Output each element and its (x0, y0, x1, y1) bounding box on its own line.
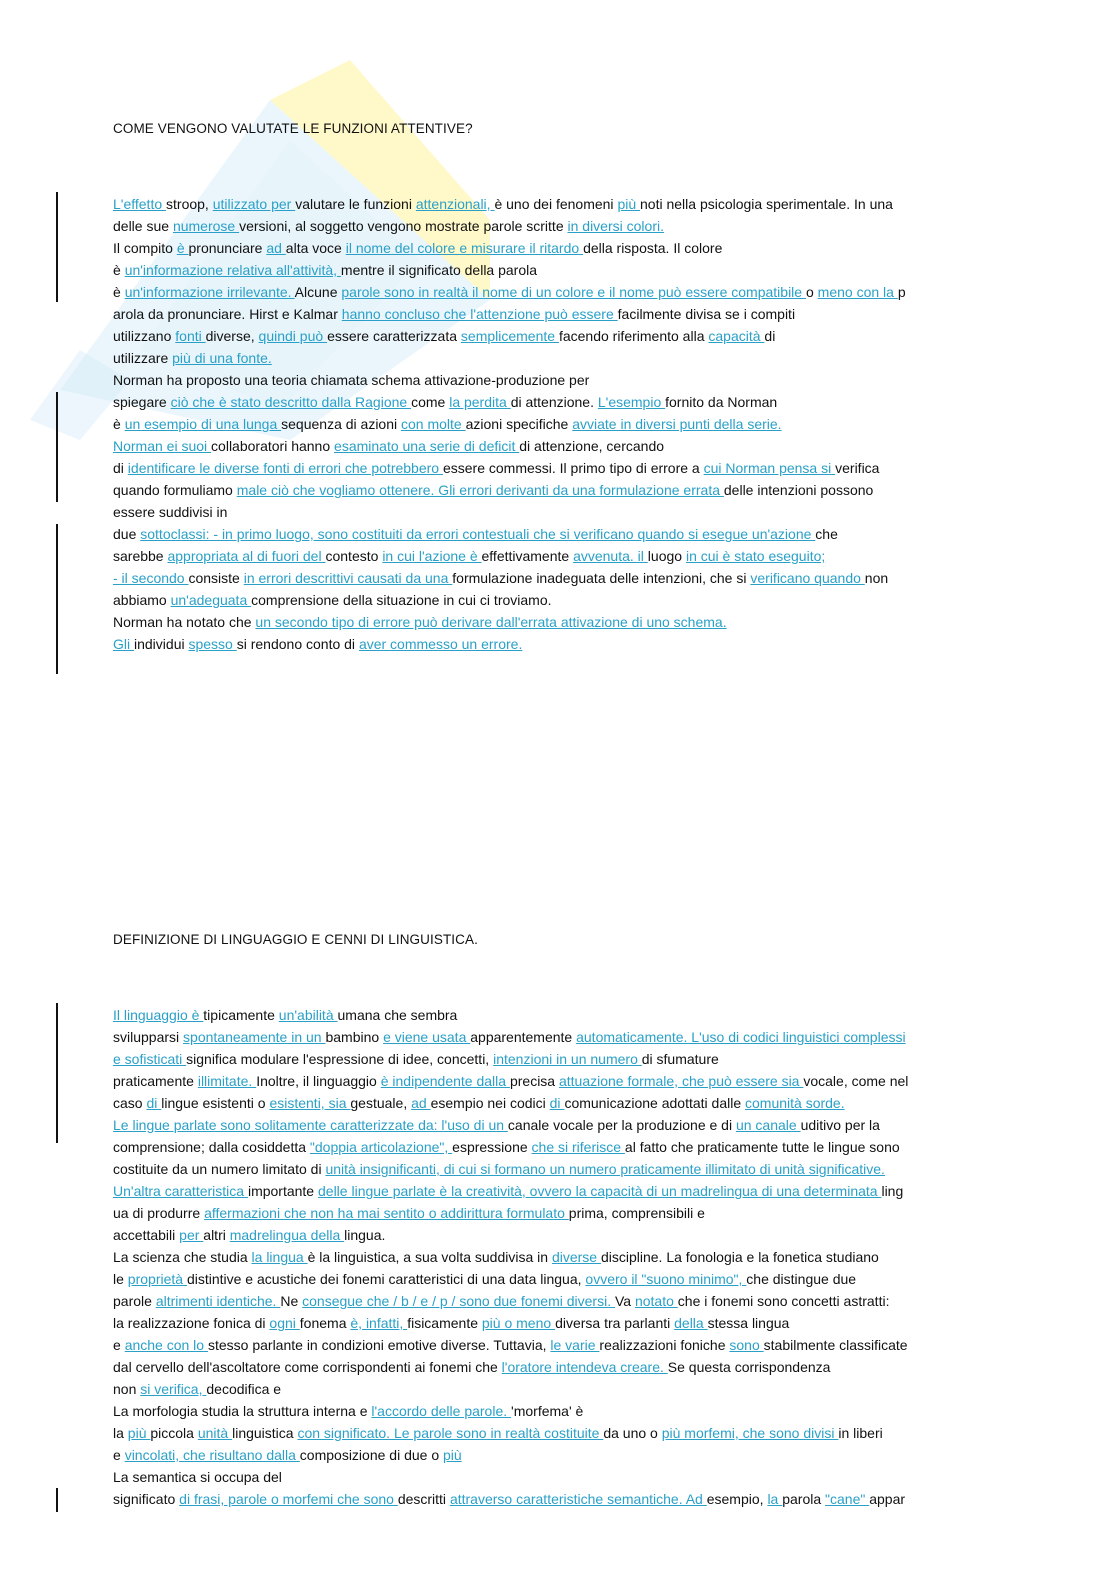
body-text: stroop, (166, 196, 213, 212)
text-line (113, 347, 1003, 369)
body-text: e (113, 1447, 125, 1463)
hyperlink[interactable]: della (674, 1315, 708, 1331)
text-line (113, 1378, 1003, 1400)
body-text: delle intenzioni possono (723, 482, 874, 498)
hyperlink[interactable]: esistenti, sia (269, 1095, 351, 1111)
hyperlink[interactable]: più (127, 1425, 151, 1441)
hyperlink[interactable]: Le lingue parlate sono solitamente caratterizzate da: l'uso di un (113, 1117, 508, 1133)
hyperlink[interactable]: più morfemi, che sono divisi (661, 1425, 839, 1441)
text-line (113, 1026, 1003, 1048)
body-text: espressione (452, 1139, 532, 1155)
body-text: al fatto che praticamente tutte le lingue sono (624, 1139, 900, 1155)
text-line (113, 413, 1003, 435)
hyperlink[interactable]: si verifica, (140, 1381, 207, 1397)
hyperlink[interactable]: più o meno (481, 1315, 556, 1331)
text-line (113, 611, 1003, 633)
body-text: non (864, 570, 889, 586)
body-text: discipline. La fonologia e la fonetica studiano (600, 1249, 879, 1265)
body-text: apparentemente (470, 1029, 577, 1045)
text-line (113, 1422, 1003, 1444)
hyperlink[interactable]: affermazioni che non ha mai sentito o addirittura formulato (204, 1205, 569, 1221)
body-text: che distingue due (746, 1271, 857, 1287)
body-text: lingua. (344, 1227, 386, 1243)
body-text: uditivo per la (800, 1117, 880, 1133)
hyperlink[interactable]: notato (634, 1293, 678, 1309)
body-text: quando formuliamo (113, 482, 237, 498)
hyperlink[interactable]: comunità sorde. (745, 1095, 845, 1111)
hyperlink[interactable]: meno con la (817, 284, 898, 300)
hyperlink[interactable]: più (443, 1447, 462, 1463)
body-text: di attenzione, cercando (519, 438, 665, 454)
text-line (113, 1224, 1003, 1246)
text-line (113, 1158, 1003, 1180)
text-line (113, 1356, 1003, 1378)
section1-body (113, 193, 1003, 655)
body-text: umana che sembra (337, 1007, 458, 1023)
body-text: La scienza che studia (113, 1249, 252, 1265)
body-text: è (113, 262, 125, 278)
hyperlink[interactable]: Il linguaggio è (113, 1007, 204, 1023)
text-line (113, 369, 1003, 391)
hyperlink[interactable]: "cane" (825, 1491, 870, 1507)
body-text: delle sue (113, 218, 173, 234)
body-text: bambino (325, 1029, 384, 1045)
hyperlink[interactable]: proprietà (127, 1271, 187, 1287)
hyperlink[interactable]: con molte (401, 416, 466, 432)
hyperlink[interactable]: attraverso caratteristiche semantiche. Ad (449, 1491, 707, 1507)
text-line (113, 479, 1003, 501)
text-line (113, 193, 1003, 215)
body-text: la realizzazione fonica di (113, 1315, 270, 1331)
hyperlink[interactable]: la (767, 1491, 783, 1507)
hyperlink[interactable]: vincolati, che risultano dalla (124, 1447, 300, 1463)
text-line (113, 1466, 1003, 1488)
body-text: parole (113, 1293, 156, 1309)
text-line (113, 325, 1003, 347)
hyperlink[interactable]: in diversi colori. (567, 218, 664, 234)
body-text: ua di produrre (113, 1205, 205, 1221)
hyperlink[interactable]: appropriata al di fuori del (167, 548, 326, 564)
hyperlink[interactable]: che si riferisce (531, 1139, 625, 1155)
body-text: stessa lingua (707, 1315, 790, 1331)
change-bar (56, 1488, 58, 1512)
body-text: vocale, come nel (803, 1073, 909, 1089)
body-text: diversa tra parlanti (555, 1315, 675, 1331)
hyperlink[interactable]: più (617, 196, 641, 212)
text-line (113, 1004, 1003, 1026)
text-line (113, 1312, 1003, 1334)
hyperlink[interactable]: ovvero il "suono minimo", (585, 1271, 747, 1287)
hyperlink[interactable]: utilizzato per (212, 196, 296, 212)
hyperlink[interactable]: è (176, 240, 189, 256)
change-bar (56, 192, 58, 302)
body-text: Norman ha notato che (113, 614, 256, 630)
hyperlink[interactable]: un secondo tipo di errore può derivare dall'errata attivazione di uno schema. (255, 614, 727, 630)
body-text: altri (203, 1227, 230, 1243)
hyperlink[interactable]: e viene usata (383, 1029, 471, 1045)
body-text: che (815, 526, 838, 542)
body-text: consiste (188, 570, 244, 586)
text-line (113, 303, 1003, 325)
hyperlink[interactable]: di frasi, parole o morfemi che sono (179, 1491, 398, 1507)
body-text: accettabili (113, 1227, 180, 1243)
body-text: è la linguistica, a sua volta suddivisa in (307, 1249, 552, 1265)
text-line (113, 523, 1003, 545)
text-line (113, 1488, 1003, 1510)
body-text: Ne (280, 1293, 303, 1309)
body-text: distintive e acustiche dei fonemi caratteristici di una data lingua, (186, 1271, 586, 1287)
body-text: si rendono conto di (236, 636, 359, 652)
hyperlink[interactable]: L'effetto (113, 196, 167, 212)
body-text: in liberi (838, 1425, 883, 1441)
body-text: le (113, 1271, 128, 1287)
text-line (113, 1136, 1003, 1158)
hyperlink[interactable]: è, infatti, (350, 1315, 408, 1331)
body-text: esempio, (706, 1491, 768, 1507)
section2-body (113, 1004, 1003, 1510)
body-text: significato (113, 1491, 180, 1507)
hyperlink[interactable]: diverse (551, 1249, 601, 1265)
body-text: Alcune (294, 284, 342, 300)
body-text: facendo riferimento alla (558, 328, 709, 344)
text-line (113, 1114, 1003, 1136)
body-text: stesso parlante in condizioni emotive diverse. Tuttavia, (207, 1337, 551, 1353)
body-text: significa modulare l'espressione di idee, concetti, (186, 1051, 494, 1067)
body-text: due (113, 526, 141, 542)
body-text: La semantica si occupa del (113, 1469, 282, 1485)
hyperlink[interactable]: per (179, 1227, 204, 1243)
body-text: è uno dei fenomeni (494, 196, 618, 212)
body-text: svilupparsi (113, 1029, 184, 1045)
hyperlink[interactable]: un esempio di una lunga (124, 416, 282, 432)
hyperlink[interactable]: l'accordo delle parole. (371, 1403, 512, 1419)
hyperlink[interactable]: capacità (708, 328, 765, 344)
body-text: dal cervello dell'ascoltatore come corrispondenti ai fonemi che (113, 1359, 502, 1375)
body-text: Il compito (113, 240, 177, 256)
hyperlink[interactable]: unità (197, 1425, 233, 1441)
body-text: gestuale, (350, 1095, 412, 1111)
body-text: p (897, 284, 906, 300)
body-text: collaboratori hanno (211, 438, 335, 454)
hyperlink[interactable]: cui Norman pensa si (703, 460, 836, 476)
body-text: appar (869, 1491, 906, 1507)
body-text: piccola (150, 1425, 198, 1441)
body-text: fisicamente (407, 1315, 482, 1331)
hyperlink[interactable]: un canale (735, 1117, 801, 1133)
body-text: individui (134, 636, 189, 652)
text-line (113, 391, 1003, 413)
body-text: Norman ha proposto una teoria chiamata schema attivazione-produzione per (113, 372, 590, 388)
body-text: che i fonemi sono concetti astratti: (677, 1293, 890, 1309)
body-text: composizione di due o (299, 1447, 443, 1463)
hyperlink[interactable]: ciò che è stato descritto dalla Ragione (170, 394, 412, 410)
body-text: non (113, 1381, 141, 1397)
hyperlink[interactable]: ad (411, 1095, 431, 1111)
body-text: diverse, (205, 328, 259, 344)
hyperlink[interactable]: avviate in diversi punti della serie. (572, 416, 782, 432)
body-text: versioni, al soggetto vengono mostrate parole scritte (239, 218, 568, 234)
hyperlink[interactable]: anche con lo (124, 1337, 208, 1353)
body-text: essere caratterizzata (327, 328, 461, 344)
body-text: fornito da Norman (665, 394, 778, 410)
hyperlink[interactable]: illimitate. (197, 1073, 257, 1089)
hyperlink[interactable]: hanno concluso che l'attenzione può essere (341, 306, 618, 322)
hyperlink[interactable]: la lingua (251, 1249, 308, 1265)
hyperlink[interactable]: un'informazione irrilevante. (124, 284, 295, 300)
hyperlink[interactable]: un'abilità (278, 1007, 338, 1023)
text-line (113, 1092, 1003, 1114)
text-line (113, 567, 1003, 589)
body-text: importante (247, 1183, 318, 1199)
body-text: caso (113, 1095, 147, 1111)
body-text: comprensione della situazione in cui ci troviamo. (251, 592, 552, 608)
body-text: di (764, 328, 776, 344)
body-text: La morfologia studia la struttura interna e (113, 1403, 372, 1419)
hyperlink[interactable]: avvenuta. il (573, 548, 648, 564)
hyperlink[interactable]: automaticamente. L'uso di codici linguistici complessi (576, 1029, 906, 1045)
hyperlink[interactable]: ad (266, 240, 286, 256)
body-text: parola (782, 1491, 826, 1507)
body-text: effettivamente (481, 548, 574, 564)
text-line (113, 633, 1003, 655)
body-text: tipicamente (203, 1007, 279, 1023)
hyperlink[interactable]: di (146, 1095, 162, 1111)
hyperlink[interactable]: in cui l'azione è (382, 548, 482, 564)
body-text: comunicazione adottati dalle (564, 1095, 745, 1111)
body-text: linguistica (232, 1425, 298, 1441)
hyperlink[interactable]: delle lingue parlate è la creatività, ovvero la capacità di un madrelingua di una determinata (318, 1183, 882, 1199)
text-line (113, 1246, 1003, 1268)
body-text: alta voce (285, 240, 346, 256)
section2-title: DEFINIZIONE DI LINGUAGGIO E CENNI DI LINGUISTICA. (113, 932, 478, 947)
hyperlink[interactable]: è indipendente dalla (380, 1073, 510, 1089)
body-text: costituite da un numero limitato di (113, 1161, 326, 1177)
text-line (113, 545, 1003, 567)
body-text: di sfumature (641, 1051, 719, 1067)
change-bar (56, 524, 58, 674)
body-text: è (113, 416, 125, 432)
hyperlink[interactable]: L'esempio (597, 394, 666, 410)
hyperlink[interactable]: spontaneamente in un (183, 1029, 326, 1045)
body-text: arola da pronunciare. Hirst e Kalmar (113, 306, 342, 322)
body-text: di attenzione. (510, 394, 598, 410)
body-text: azioni specifiche (465, 416, 573, 432)
body-text: canale vocale per la produzione e di (507, 1117, 736, 1133)
hyperlink[interactable]: di (549, 1095, 565, 1111)
text-line (113, 259, 1003, 281)
text-line (113, 237, 1003, 259)
text-line (113, 1444, 1003, 1466)
hyperlink[interactable]: verificano quando (750, 570, 865, 586)
body-text: decodifica e (206, 1381, 282, 1397)
hyperlink[interactable]: un'informazione relativa all'attività, (124, 262, 341, 278)
text-line (113, 1070, 1003, 1092)
text-line (113, 1048, 1003, 1070)
hyperlink[interactable]: esaminato una serie di deficit (334, 438, 520, 454)
body-text: o (805, 284, 818, 300)
text-line (113, 457, 1003, 479)
body-text: facilmente divisa se i compiti (617, 306, 796, 322)
hyperlink[interactable]: intenzioni in un numero (493, 1051, 642, 1067)
hyperlink[interactable]: attenzionali, (415, 196, 495, 212)
hyperlink[interactable]: identificare le diverse fonti di errori che potrebbero (127, 460, 443, 476)
hyperlink[interactable]: le varie (550, 1337, 600, 1353)
hyperlink[interactable]: male ciò che vogliamo ottenere. Gli errori derivanti da una formulazione errata (236, 482, 724, 498)
hyperlink[interactable]: "doppia articolazione", (309, 1139, 453, 1155)
body-text: praticamente (113, 1073, 198, 1089)
body-text: contesto (325, 548, 383, 564)
hyperlink[interactable]: in cui è stato eseguito; (685, 548, 826, 564)
hyperlink[interactable]: il nome del colore e misurare il ritardo (345, 240, 584, 256)
body-text: comprensione; dalla cosiddetta (113, 1139, 310, 1155)
body-text: sequenza di azioni (281, 416, 402, 432)
hyperlink[interactable]: l'oratore intendeva creare. (501, 1359, 668, 1375)
hyperlink[interactable]: Un'altra caratteristica (113, 1183, 248, 1199)
hyperlink[interactable]: sono (729, 1337, 764, 1353)
body-text: lingue esistenti o (161, 1095, 270, 1111)
text-line (113, 501, 1003, 523)
body-text: ling (881, 1183, 904, 1199)
hyperlink[interactable]: parole sono in realtà il nome di un colore e il nome può essere compatibile (341, 284, 806, 300)
body-text: è (113, 284, 125, 300)
hyperlink[interactable]: ogni (269, 1315, 300, 1331)
body-text: di (113, 460, 128, 476)
body-text: abbiamo (113, 592, 171, 608)
hyperlink[interactable]: in errori descrittivi causati da una (243, 570, 453, 586)
body-text: valutare le funzioni (295, 196, 416, 212)
change-bar (56, 392, 58, 502)
hyperlink[interactable]: e sofisticati (113, 1051, 187, 1067)
hyperlink[interactable]: sottoclassi: - in primo luogo, sono costituiti da errori contestuali che si verificano quando si esegue un'azione (140, 526, 816, 542)
text-line (113, 1334, 1003, 1356)
body-text: come (411, 394, 450, 410)
body-text: sarebbe (113, 548, 168, 564)
hyperlink[interactable]: madrelingua della (229, 1227, 345, 1243)
body-text: noti nella psicologia sperimentale. In una (640, 196, 893, 212)
body-text: descritti (397, 1491, 450, 1507)
hyperlink[interactable]: la perdita (449, 394, 511, 410)
hyperlink[interactable]: consegue che / b / e / p / sono due fonemi diversi. (302, 1293, 615, 1309)
hyperlink[interactable]: altrimenti identiche. (155, 1293, 281, 1309)
text-line (113, 1400, 1003, 1422)
body-text: realizzazioni foniche (599, 1337, 730, 1353)
body-text: esempio nei codici (430, 1095, 550, 1111)
body-text: formulazione inadeguata delle intenzioni, che si (452, 570, 751, 586)
hyperlink[interactable]: con significato. Le parole sono in realtà costituite (297, 1425, 604, 1441)
body-text: verifica (835, 460, 880, 476)
body-text: fonema (299, 1315, 351, 1331)
hyperlink[interactable]: attuazione formale, che può essere sia (558, 1073, 804, 1089)
body-text: stabilmente classificate (763, 1337, 908, 1353)
text-line (113, 589, 1003, 611)
hyperlink[interactable]: più di una fonte. (172, 350, 272, 366)
hyperlink[interactable]: Norman ei suoi (113, 438, 212, 454)
section1-title: COME VENGONO VALUTATE LE FUNZIONI ATTENTIVE? (113, 121, 473, 136)
text-line (113, 435, 1003, 457)
hyperlink[interactable]: - il secondo (113, 570, 189, 586)
body-text: pronunciare (188, 240, 267, 256)
body-text: utilizzano (113, 328, 176, 344)
text-line (113, 1180, 1003, 1202)
text-line (113, 1268, 1003, 1290)
hyperlink[interactable]: numerose (172, 218, 240, 234)
body-text: e (113, 1337, 125, 1353)
body-text: da uno o (603, 1425, 662, 1441)
body-text: spiegare (113, 394, 171, 410)
text-line (113, 1202, 1003, 1224)
body-text: utilizzare (113, 350, 173, 366)
hyperlink[interactable]: fonti (175, 328, 206, 344)
body-text: essere suddivisi in (113, 504, 228, 520)
hyperlink[interactable]: unità insignificanti, di cui si formano un numero praticamente illimitato di unità significative. (325, 1161, 885, 1177)
text-line (113, 1290, 1003, 1312)
change-bar (56, 1003, 58, 1143)
hyperlink[interactable]: quindi può (258, 328, 328, 344)
text-line (113, 281, 1003, 303)
hyperlink[interactable]: Gli (113, 636, 134, 652)
body-text: mentre il significato della parola (340, 262, 538, 278)
body-text: Se questa corrispondenza (667, 1359, 831, 1375)
body-text: luogo (647, 548, 686, 564)
body-text: 'morfema' è (511, 1403, 584, 1419)
body-text: della risposta. Il colore (583, 240, 723, 256)
hyperlink[interactable]: un'adeguata (170, 592, 252, 608)
body-text: precisa (509, 1073, 559, 1089)
hyperlink[interactable]: semplicemente (460, 328, 559, 344)
body-text: Va (614, 1293, 635, 1309)
body-text: prima, comprensibili e (568, 1205, 705, 1221)
text-line (113, 215, 1003, 237)
hyperlink[interactable]: spesso (188, 636, 237, 652)
body-text: la (113, 1425, 128, 1441)
hyperlink[interactable]: aver commesso un errore. (358, 636, 523, 652)
body-text: essere commessi. Il primo tipo di errore a (442, 460, 704, 476)
body-text: Inoltre, il linguaggio (256, 1073, 381, 1089)
